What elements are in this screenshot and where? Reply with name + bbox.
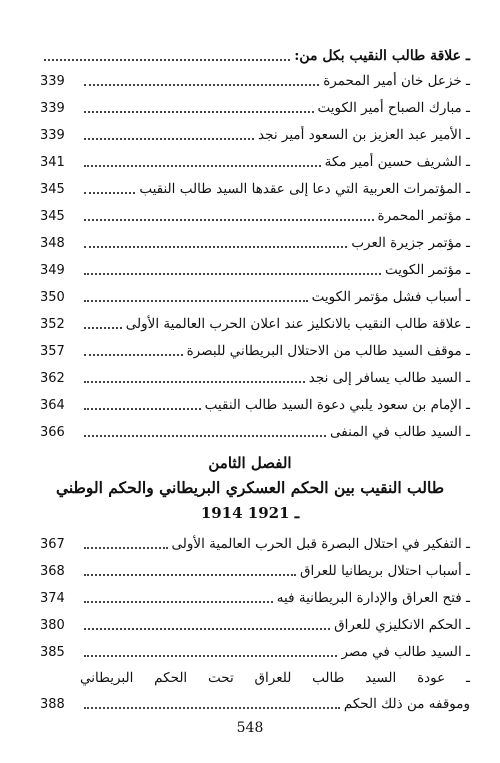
toc-entry-page: 341 — [40, 154, 65, 170]
toc-entry-label: ـ مؤتمر جزيرة العرب — [351, 235, 470, 251]
section-heading — [40, 44, 470, 68]
toc-entry-label: ـ موقف السيد طالب من الاحتلال البريطاني للبصرة — [186, 343, 470, 359]
toc-entry — [40, 419, 470, 445]
toc-entry-label: ـ المؤتمرات العربية التي دعا إلى عقدها السيد طالب النقيب — [139, 181, 470, 197]
dot-leader — [84, 655, 337, 657]
toc-entry-label: ـ الحكم الانكليزي للعراق — [334, 617, 470, 633]
toc-entry-page: 339 — [40, 73, 65, 89]
toc-entry — [40, 68, 470, 94]
toc-entry-page: 339 — [40, 100, 65, 116]
toc-entry-label: ـ الإمام بن سعود يلبي دعوة السيد طالب النقيب — [204, 397, 470, 413]
toc-entry — [40, 284, 470, 310]
toc-entry-label-line1: ـ عودة السيد طالب للعراق تحت الحكم البريطاني — [80, 670, 470, 686]
toc-entry — [40, 531, 470, 557]
dot-leader — [84, 707, 340, 709]
toc-entry-page: 366 — [40, 424, 65, 440]
toc-entry — [40, 311, 470, 337]
toc-entry — [40, 203, 470, 229]
toc-entry-label: ـ السيد طالب في المنفى — [330, 424, 470, 440]
toc-entry-label: ـ مؤتمر المحمرة — [377, 208, 470, 224]
dot-leader — [84, 354, 183, 356]
dot-leader — [84, 381, 305, 383]
toc-entry-label: ـ السيد طالب في مصر — [341, 644, 470, 660]
page-number: 548 — [236, 720, 264, 736]
toc-entry-page: 349 — [40, 262, 65, 278]
chapter-years: 1914 ـ 1921 — [200, 504, 300, 522]
dot-leader — [84, 574, 296, 576]
dot-leader — [84, 84, 319, 86]
toc-entry-label: ـ السيد طالب يسافر إلى نجد — [308, 370, 470, 386]
dot-leader — [84, 408, 201, 410]
toc-entry-page: 385 — [40, 644, 65, 660]
chapter-title: طالب النقيب بين الحكم العسكري البريطاني والحكم الوطني — [55, 478, 445, 497]
toc-entry-page: 345 — [40, 181, 65, 197]
toc-entry-label: ـ الشريف حسين أمير مكة — [324, 154, 470, 170]
dot-leader — [84, 327, 122, 329]
dot-leader — [84, 111, 314, 113]
dot-leader — [84, 192, 135, 194]
dot-leader — [84, 246, 347, 248]
toc-entry-label: ـ مؤتمر الكويت — [384, 262, 470, 278]
toc-entry-label: ـ خزعل خان أمير المحمرة — [323, 73, 470, 89]
toc-entry-page: 345 — [40, 208, 65, 224]
toc-entry-page: 367 — [40, 536, 65, 552]
toc-entry-page: 339 — [40, 127, 65, 143]
toc-entry-label: ـ علاقة طالب النقيب بالانكليز عند اعلان الحرب العالمية الأولى — [125, 316, 470, 332]
toc-entry-label: ـ أسباب فشل مؤتمر الكويت — [311, 289, 470, 305]
toc-entry — [40, 585, 470, 611]
toc-entry — [40, 95, 470, 121]
toc-entry-label: ـ التفكير في احتلال البصرة قبل الحرب العالمية الأولى — [171, 536, 470, 552]
toc-entry — [40, 122, 470, 148]
dot-leader — [84, 628, 330, 630]
toc-entry — [40, 558, 470, 584]
toc-entry — [40, 612, 470, 638]
toc-entry-label: ـ مبارك الصباح أمير الكويت — [317, 100, 470, 116]
dot-leader — [84, 138, 254, 140]
chapter-label: الفصل الثامن — [208, 454, 292, 472]
toc-entry-page: 364 — [40, 397, 65, 413]
toc-entry-label: ـ فتح العراق والإدارة البريطانية فيه — [276, 590, 470, 606]
toc-entry-page: 357 — [40, 343, 65, 359]
toc-entry-page: 380 — [40, 617, 65, 633]
dot-leader — [84, 165, 321, 167]
toc-entry-page: 350 — [40, 289, 65, 305]
dot-leader — [84, 300, 308, 302]
toc-entry-label-line2: وموقفه من ذلك الحكم — [343, 696, 470, 712]
dot-leader — [84, 219, 374, 221]
dot-leader — [44, 59, 290, 61]
toc-entry-page: 374 — [40, 590, 65, 606]
dot-leader — [84, 273, 381, 275]
toc-entry — [40, 176, 470, 202]
toc-entry-page: 368 — [40, 563, 65, 579]
toc-entry-page: 352 — [40, 316, 65, 332]
toc-entry — [40, 691, 470, 717]
dot-leader — [84, 435, 326, 437]
toc-entry — [40, 639, 470, 665]
toc-entry — [40, 338, 470, 364]
toc-entry-page: 388 — [40, 696, 65, 712]
toc-entry — [40, 365, 470, 391]
section-heading-text: ـ علاقة طالب النقيب بكل من: — [294, 48, 470, 64]
toc-entry — [40, 257, 470, 283]
toc-entry — [40, 230, 470, 256]
toc-entry — [40, 392, 470, 418]
toc-entry-label: ـ الأمير عبد العزيز بن السعود أمير نجد — [258, 127, 470, 143]
dot-leader — [84, 547, 168, 549]
toc-entry — [40, 149, 470, 175]
toc-entry-page: 348 — [40, 235, 65, 251]
toc-entry-label: ـ أسباب احتلال بريطانيا للعراق — [300, 563, 470, 579]
toc-entry-page: 362 — [40, 370, 65, 386]
dot-leader — [84, 601, 273, 603]
